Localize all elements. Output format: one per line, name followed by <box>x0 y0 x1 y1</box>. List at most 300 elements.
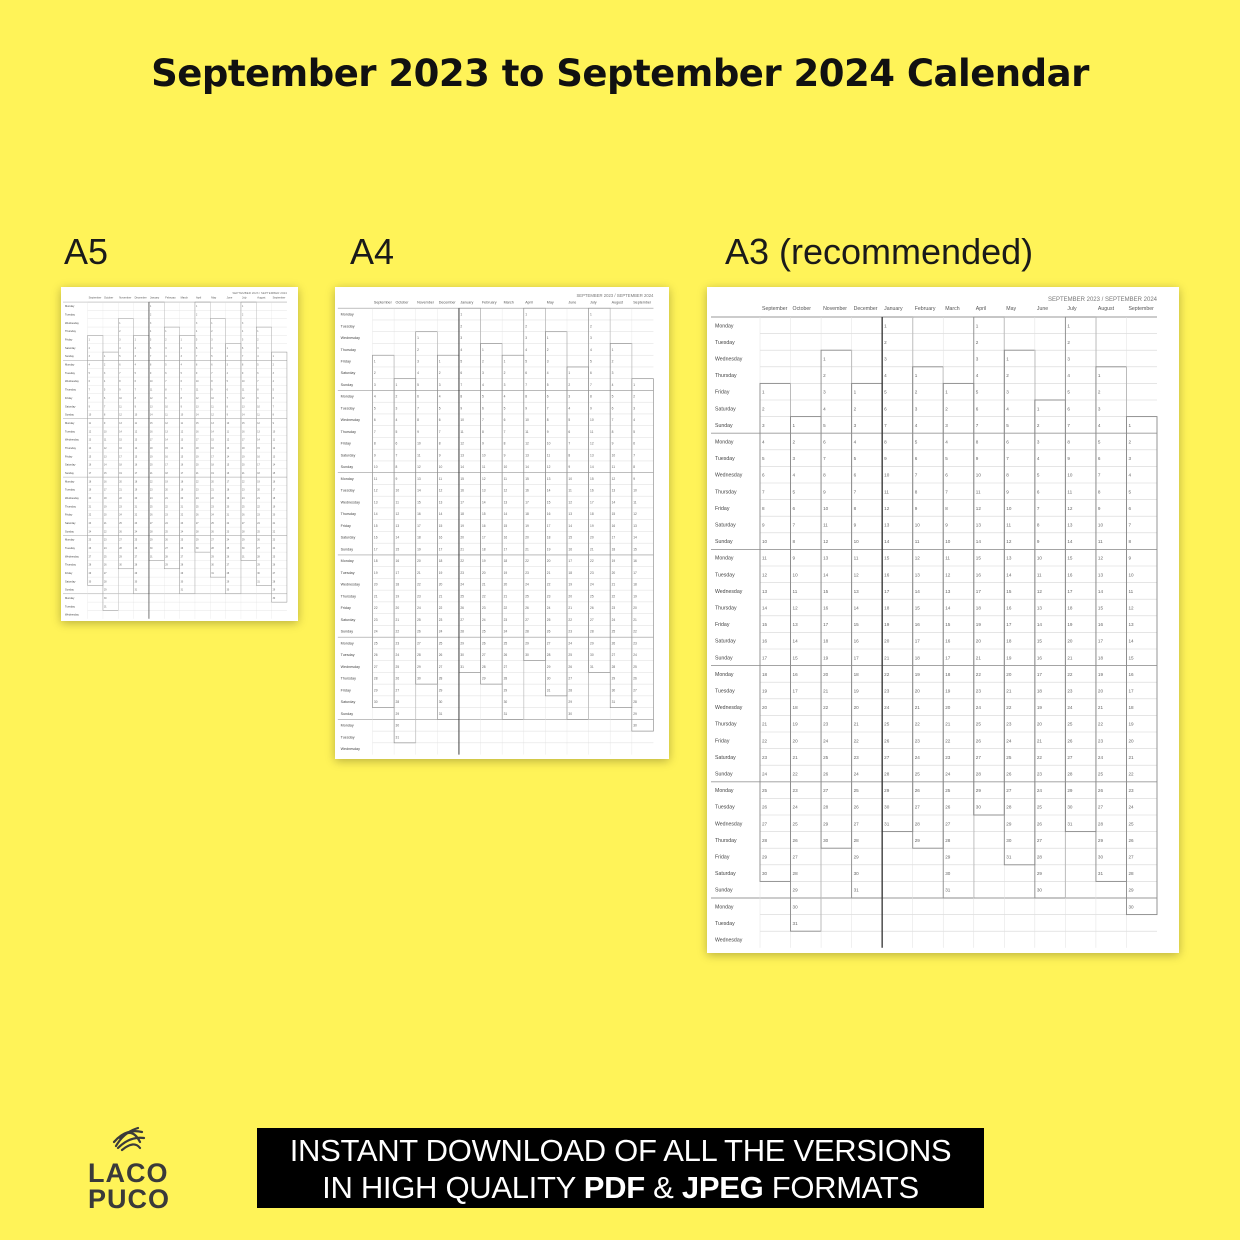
day-number: 28 <box>1067 771 1073 777</box>
weekday-label: Wednesday <box>65 496 79 500</box>
day-number: 30 <box>119 564 122 567</box>
weekday-label: Monday <box>715 323 734 330</box>
day-number: 28 <box>823 804 829 810</box>
day-number: 11 <box>633 500 637 505</box>
day-number: 5 <box>272 389 274 392</box>
day-number: 14 <box>211 431 214 434</box>
day-number: 31 <box>792 920 798 926</box>
day-number: 25 <box>633 664 637 669</box>
day-number: 20 <box>460 535 464 540</box>
weekday-label: Sunday <box>715 422 733 429</box>
day-number: 12 <box>525 441 529 446</box>
day-number: 4 <box>119 347 121 350</box>
weekday-label: Friday <box>715 389 730 396</box>
day-number: 10 <box>762 539 768 545</box>
day-number: 23 <box>103 539 107 542</box>
day-number: 2 <box>1036 422 1040 428</box>
day-number: 30 <box>1128 904 1134 910</box>
day-number: 4 <box>481 382 484 387</box>
day-number: 6 <box>417 394 419 399</box>
day-number: 13 <box>914 572 920 578</box>
day-number: 3 <box>272 372 274 375</box>
jpeg-format: JPEG <box>681 1170 764 1205</box>
day-number: 11 <box>257 414 260 417</box>
day-number: 14 <box>1097 588 1104 594</box>
day-number: 11 <box>568 488 572 493</box>
day-number: 26 <box>1036 821 1042 827</box>
day-number: 1 <box>103 356 106 359</box>
day-number: 27 <box>568 676 573 681</box>
day-number: 8 <box>165 389 167 392</box>
day-number: 28 <box>395 700 400 705</box>
day-number: 20 <box>945 705 951 711</box>
month-header: July <box>241 296 247 300</box>
weekday-label: Wednesday <box>340 500 360 505</box>
day-number: 4 <box>395 418 398 423</box>
weekday-label: Monday <box>340 394 354 399</box>
day-number: 2 <box>590 324 592 329</box>
day-number: 12 <box>1036 588 1042 594</box>
day-number: 8 <box>633 465 636 470</box>
weekday-label: Saturday <box>715 754 736 761</box>
day-number: 7 <box>611 418 614 423</box>
day-number: 6 <box>884 406 887 412</box>
day-number: 17 <box>1036 671 1042 677</box>
day-number: 16 <box>257 456 260 459</box>
day-number: 6 <box>546 394 549 399</box>
weekday-label: Tuesday <box>715 688 735 695</box>
weekday-label: Sunday <box>715 887 733 894</box>
weekday-label: Sunday <box>65 530 74 534</box>
day-number: 20 <box>546 559 551 564</box>
day-number: 3 <box>884 356 887 362</box>
day-number: 13 <box>1128 622 1134 628</box>
weekday-label: Tuesday <box>65 546 75 550</box>
day-number: 30 <box>945 871 951 877</box>
day-number: 29 <box>481 676 486 681</box>
day-number: 30 <box>88 581 92 584</box>
day-number: 18 <box>792 705 798 711</box>
day-number: 12 <box>481 476 486 481</box>
day-number: 17 <box>373 547 378 552</box>
day-number: 15 <box>884 555 890 561</box>
day-number: 31 <box>503 711 508 716</box>
day-number: 11 <box>884 489 889 495</box>
day-number: 10 <box>88 414 92 417</box>
day-number: 11 <box>481 465 486 470</box>
day-number: 2 <box>503 371 506 376</box>
day-number: 21 <box>1128 754 1134 760</box>
weekday-label: Monday <box>340 559 354 564</box>
day-number: 29 <box>460 641 464 646</box>
day-number: 11 <box>180 422 184 425</box>
day-number: 26 <box>165 539 168 542</box>
day-number: 9 <box>1097 505 1101 511</box>
day-number: 11 <box>546 453 551 458</box>
day-number: 19 <box>823 655 829 661</box>
day-number: 5 <box>88 372 90 375</box>
day-number: 2 <box>1128 439 1132 445</box>
day-number: 13 <box>975 522 981 528</box>
day-number: 17 <box>503 547 508 552</box>
day-number: 31 <box>590 664 594 669</box>
day-number: 23 <box>823 721 829 727</box>
day-number: 8 <box>1036 522 1040 528</box>
day-number: 3 <box>481 371 484 376</box>
day-number: 1 <box>546 336 549 341</box>
day-number: 4 <box>134 364 136 367</box>
day-number: 10 <box>546 441 551 446</box>
day-number: 4 <box>211 347 213 350</box>
weekday-label: Thursday <box>340 429 356 434</box>
day-number: 12 <box>503 488 508 493</box>
day-number: 14 <box>1067 539 1073 545</box>
day-number: 2 <box>611 359 614 364</box>
day-number: 17 <box>568 559 573 564</box>
day-number: 13 <box>149 406 153 409</box>
day-number: 13 <box>853 588 859 594</box>
day-number: 12 <box>241 397 245 400</box>
day-number: 25 <box>180 539 184 542</box>
day-number: 3 <box>226 364 228 367</box>
day-number: 22 <box>546 582 551 587</box>
month-header: March <box>945 306 960 312</box>
day-number: 8 <box>373 441 376 446</box>
day-number: 31 <box>1006 854 1012 860</box>
day-number: 30 <box>226 589 230 592</box>
day-number: 15 <box>853 622 859 628</box>
weekday-label: Monday <box>65 596 75 600</box>
day-number: 10 <box>1128 572 1134 578</box>
day-number: 11 <box>195 389 199 392</box>
day-number: 5 <box>241 339 244 342</box>
day-number: 25 <box>119 522 122 525</box>
day-number: 4 <box>195 331 198 334</box>
day-number: 3 <box>134 356 136 359</box>
day-number: 11 <box>103 439 107 442</box>
day-number: 23 <box>226 531 230 534</box>
day-number: 17 <box>211 456 214 459</box>
day-number: 29 <box>945 854 951 860</box>
weekday-label: Tuesday <box>340 653 355 658</box>
day-number: 7 <box>1067 422 1070 428</box>
day-number: 7 <box>853 489 857 495</box>
day-number: 17 <box>633 570 637 575</box>
day-number: 24 <box>165 522 168 525</box>
day-number: 21 <box>1067 655 1073 661</box>
day-number: 12 <box>257 422 260 425</box>
day-number: 23 <box>762 754 768 760</box>
day-number: 11 <box>438 476 443 481</box>
month-header: May <box>546 300 554 305</box>
day-number: 25 <box>975 721 981 727</box>
day-number: 6 <box>823 439 826 445</box>
day-number: 29 <box>257 564 260 567</box>
day-number: 14 <box>438 512 443 517</box>
day-number: 30 <box>211 564 214 567</box>
day-number: 29 <box>226 581 230 584</box>
day-number: 1 <box>481 347 484 352</box>
day-number: 12 <box>546 465 551 470</box>
day-number: 18 <box>1006 638 1012 644</box>
month-header: April <box>195 296 202 300</box>
day-number: 10 <box>119 397 122 400</box>
day-number: 20 <box>1006 671 1012 677</box>
weekday-label: Wednesday <box>715 821 743 828</box>
weekday-label: Thursday <box>715 837 737 844</box>
day-number: 4 <box>1128 472 1132 478</box>
day-number: 9 <box>119 389 121 392</box>
day-number: 18 <box>611 547 616 552</box>
day-number: 1 <box>853 389 857 395</box>
day-number: 8 <box>195 364 198 367</box>
day-number: 28 <box>257 556 260 559</box>
day-number: 24 <box>503 629 508 634</box>
day-number: 13 <box>165 431 168 434</box>
logo-text-line1: LACO <box>88 1158 169 1188</box>
day-number: 6 <box>180 381 182 384</box>
day-number: 2 <box>1067 339 1070 345</box>
day-number: 24 <box>257 522 260 525</box>
day-number: 13 <box>211 422 214 425</box>
calendar-preview-a3[interactable] <box>707 287 1179 953</box>
day-number: 21 <box>792 754 798 760</box>
logo-text-line2: PUCO <box>88 1184 171 1214</box>
day-number: 19 <box>134 489 138 492</box>
month-header: September <box>633 300 652 305</box>
day-number: 30 <box>241 547 245 550</box>
calendar-preview-a4[interactable] <box>335 287 669 759</box>
day-number: 23 <box>1128 788 1134 794</box>
day-number: 25 <box>226 547 230 550</box>
weekday-label: Friday <box>340 688 351 693</box>
day-number: 18 <box>438 559 443 564</box>
day-number: 22 <box>195 481 199 484</box>
weekday-label: Monday <box>715 788 734 795</box>
day-number: 25 <box>417 617 421 622</box>
calendar-preview-a5[interactable] <box>61 287 298 621</box>
day-number: 30 <box>417 676 421 681</box>
month-header: September <box>1128 306 1154 312</box>
day-number: 16 <box>272 481 276 484</box>
day-number: 12 <box>211 414 214 417</box>
day-number: 25 <box>945 788 951 794</box>
day-number: 14 <box>853 605 859 611</box>
calendar-grid <box>707 287 1179 953</box>
day-number: 23 <box>1036 771 1042 777</box>
day-number: 24 <box>481 617 486 622</box>
day-number: 24 <box>272 547 276 550</box>
day-number: 7 <box>525 382 528 387</box>
day-number: 9 <box>823 489 826 495</box>
day-number: 17 <box>257 464 260 467</box>
day-number: 27 <box>257 547 260 550</box>
day-number: 17 <box>460 500 464 505</box>
day-number: 20 <box>884 638 890 644</box>
day-number: 2 <box>884 339 887 345</box>
day-number: 29 <box>180 572 184 575</box>
day-number: 23 <box>546 594 551 599</box>
day-number: 6 <box>241 347 244 350</box>
day-number: 29 <box>762 854 768 860</box>
day-number: 28 <box>1097 821 1104 827</box>
day-number: 28 <box>1006 804 1012 810</box>
day-number: 14 <box>134 447 138 450</box>
weekday-label: Wednesday <box>340 747 360 752</box>
day-number: 25 <box>568 653 573 658</box>
weekday-label: Friday <box>715 622 730 629</box>
day-number: 20 <box>481 570 486 575</box>
day-number: 22 <box>945 738 951 744</box>
day-number: 2 <box>975 339 979 345</box>
day-number: 13 <box>417 476 421 481</box>
day-number: 27 <box>272 572 276 575</box>
day-number: 17 <box>272 489 276 492</box>
day-number: 8 <box>525 394 528 399</box>
day-number: 9 <box>211 389 213 392</box>
day-number: 20 <box>395 606 400 611</box>
banner-line-1: INSTANT DOWNLOAD OF ALL THE VERSIONS <box>289 1133 952 1168</box>
day-number: 8 <box>975 439 979 445</box>
day-number: 20 <box>1036 721 1042 727</box>
day-number: 3 <box>1097 406 1101 412</box>
day-number: 25 <box>438 641 443 646</box>
day-number: 1 <box>914 373 918 379</box>
day-number: 17 <box>438 547 443 552</box>
day-number: 29 <box>272 589 276 592</box>
day-number: 25 <box>165 531 168 534</box>
day-number: 8 <box>1097 489 1101 495</box>
day-number: 9 <box>590 406 592 411</box>
day-number: 11 <box>762 555 767 561</box>
day-number: 23 <box>241 489 245 492</box>
day-number: 26 <box>395 676 400 681</box>
month-header: November <box>119 296 132 300</box>
day-number: 22 <box>568 617 573 622</box>
day-number: 11 <box>241 389 245 392</box>
day-number: 11 <box>853 555 859 561</box>
day-number: 28 <box>226 572 230 575</box>
weekday-label: Friday <box>340 359 351 364</box>
day-number: 29 <box>165 564 168 567</box>
day-number: 6 <box>525 371 528 376</box>
day-number: 28 <box>1036 854 1042 860</box>
weekday-label: Tuesday <box>715 572 735 579</box>
day-number: 22 <box>149 481 153 484</box>
day-number: 22 <box>395 629 400 634</box>
day-number: 11 <box>149 389 153 392</box>
day-number: 14 <box>272 464 276 467</box>
day-number: 6 <box>762 472 765 478</box>
day-number: 15 <box>1067 555 1073 561</box>
day-number: 22 <box>373 606 378 611</box>
day-number: 1 <box>945 389 948 395</box>
month-header: April <box>975 306 987 312</box>
day-number: 29 <box>823 821 829 827</box>
weekday-label: Sunday <box>340 465 354 470</box>
day-number: 21 <box>590 547 594 552</box>
day-number: 29 <box>525 641 529 646</box>
day-number: 18 <box>417 535 421 540</box>
day-number: 8 <box>395 465 398 470</box>
day-number: 11 <box>525 429 529 434</box>
day-number: 15 <box>180 456 184 459</box>
day-number: 5 <box>1097 439 1101 445</box>
day-number: 16 <box>1128 671 1134 677</box>
weekday-label: Sunday <box>340 547 354 552</box>
month-header: June <box>568 300 577 305</box>
day-number: 31 <box>853 887 859 893</box>
day-number: 3 <box>395 406 398 411</box>
day-number: 7 <box>195 356 198 359</box>
day-number: 28 <box>546 653 551 658</box>
day-number: 7 <box>226 397 228 400</box>
day-number: 14 <box>460 465 464 470</box>
weekday-label: Wednesday <box>340 664 360 669</box>
day-number: 1 <box>134 339 136 342</box>
day-number: 1 <box>438 359 441 364</box>
day-number: 22 <box>119 497 122 500</box>
day-number: 25 <box>241 506 245 509</box>
day-number: 2 <box>1097 389 1101 395</box>
day-number: 7 <box>792 522 796 528</box>
day-number: 7 <box>180 389 182 392</box>
day-number: 15 <box>1097 605 1104 611</box>
day-number: 17 <box>180 472 184 475</box>
weekday-label: Tuesday <box>65 371 75 375</box>
weekday-label: Sunday <box>65 471 74 475</box>
day-number: 9 <box>395 476 398 481</box>
weekday-label: Monday <box>340 312 354 317</box>
day-number: 12 <box>272 447 276 450</box>
day-number: 10 <box>568 476 573 481</box>
weekday-label: Friday <box>715 505 730 512</box>
day-number: 6 <box>226 389 228 392</box>
day-number: 13 <box>395 523 400 528</box>
day-number: 4 <box>1097 422 1101 428</box>
day-number: 2 <box>272 364 274 367</box>
day-number: 30 <box>438 700 443 705</box>
day-number: 18 <box>103 497 107 500</box>
day-number: 11 <box>272 439 276 442</box>
weekday-label: Tuesday <box>340 406 355 411</box>
day-number: 2 <box>460 324 463 329</box>
day-number: 15 <box>417 500 421 505</box>
day-number: 2 <box>88 347 90 350</box>
day-number: 6 <box>1067 406 1070 412</box>
day-number: 8 <box>257 389 259 392</box>
day-number: 11 <box>211 406 214 409</box>
day-number: 4 <box>88 364 90 367</box>
weekday-label: Saturday <box>340 617 356 622</box>
day-number: 23 <box>460 570 464 575</box>
weekday-label: Saturday <box>340 535 356 540</box>
day-number: 11 <box>1128 588 1134 594</box>
day-number: 15 <box>568 535 573 540</box>
day-number: 2 <box>762 406 765 412</box>
day-number: 16 <box>460 488 464 493</box>
day-number: 15 <box>1128 655 1134 661</box>
day-number: 8 <box>119 381 121 384</box>
day-number: 12 <box>395 512 400 517</box>
day-number: 7 <box>272 406 274 409</box>
day-number: 22 <box>438 606 443 611</box>
day-number: 20 <box>257 489 260 492</box>
calendar-heading: SEPTEMBER 2023 / SEPTEMBER 2024 <box>232 291 287 296</box>
day-number: 5 <box>568 418 571 423</box>
day-number: 4 <box>460 347 463 352</box>
day-number: 19 <box>853 688 859 694</box>
